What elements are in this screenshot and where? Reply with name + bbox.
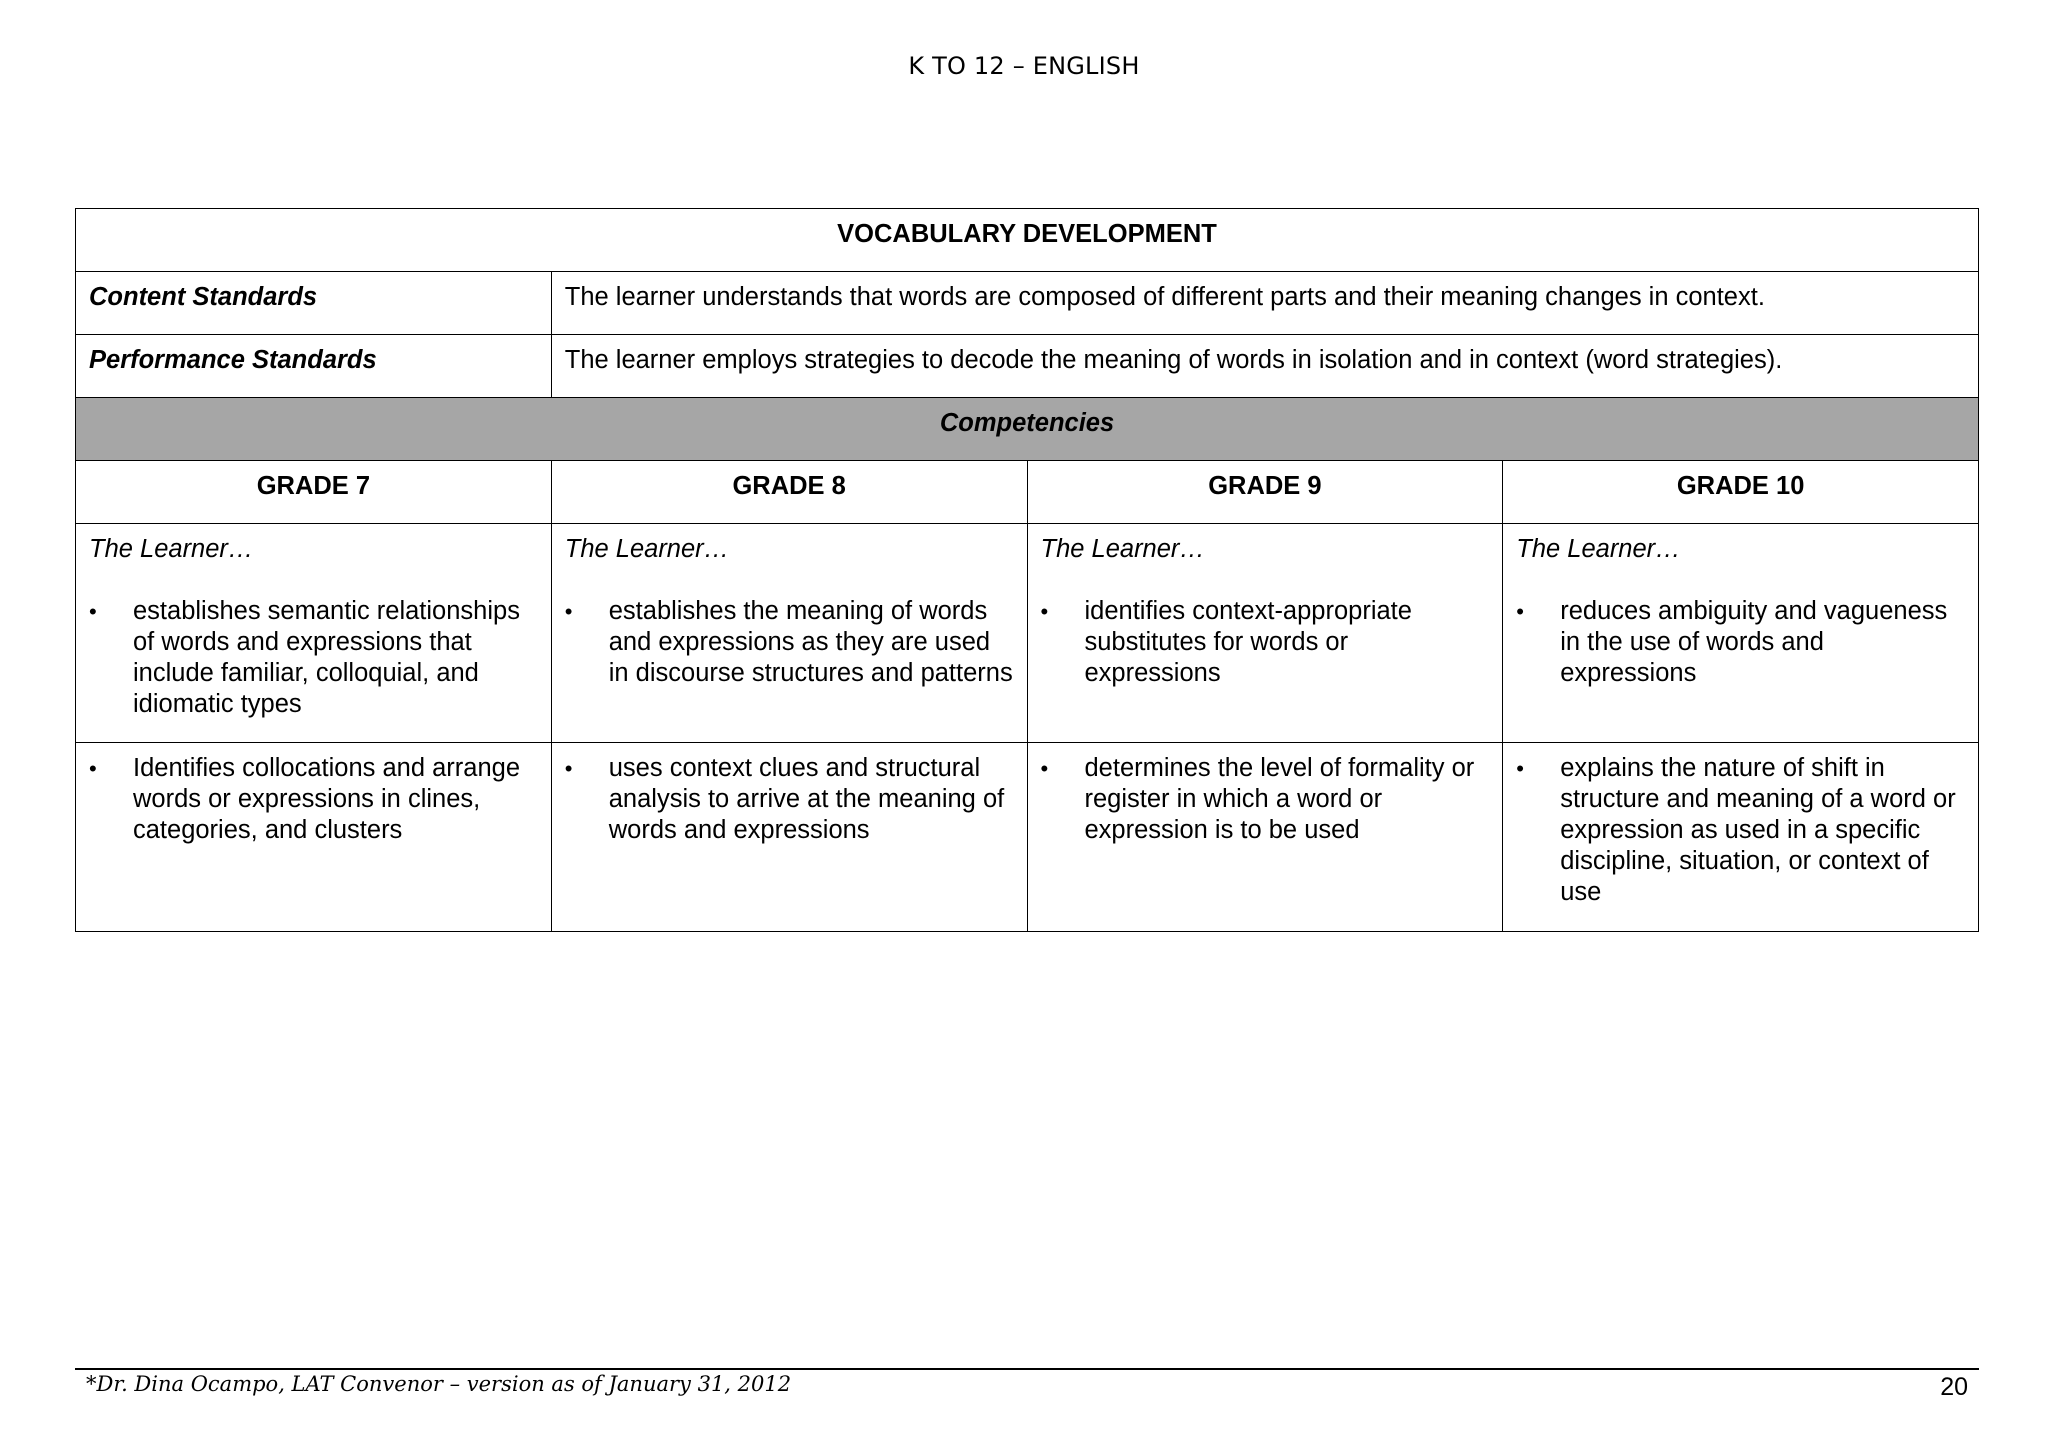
learner-intro: The Learner… <box>1516 535 1681 563</box>
content-standards-label: Content Standards <box>76 272 552 335</box>
grade-10-header: GRADE 10 <box>1503 461 1979 524</box>
competency-text: establishes the meaning of words and expressions as they are used in discourse structures and patterns <box>608 597 1013 687</box>
grade-10-competency-2 <box>1503 743 1979 932</box>
bullet-icon: • <box>1516 756 1524 781</box>
footer-divider <box>75 1368 1979 1370</box>
grade-headers-row <box>76 461 1979 524</box>
competency-text: Identifies collocations and arrange words or expressions in clines, categories, and clusters <box>133 754 520 844</box>
grade-10-competency-1 <box>1503 524 1979 743</box>
bullet-icon: • <box>564 599 573 624</box>
list-item <box>1041 596 1490 689</box>
grade-9-header: GRADE 9 <box>1027 461 1503 524</box>
list-item <box>1516 753 1965 908</box>
performance-standards-text: The learner employs strategies to decode the meaning of words in isolation and in context (word strategies). <box>551 335 1978 398</box>
bullet-icon: • <box>1040 756 1049 781</box>
vocabulary-development-table <box>75 208 1979 932</box>
page-number: 20 <box>1940 1373 1968 1401</box>
grade-9-competency-1 <box>1027 524 1503 743</box>
grade-8-competency-1 <box>551 524 1027 743</box>
bullet-icon: • <box>89 599 97 624</box>
bullet-icon: • <box>564 756 573 781</box>
list-item <box>1516 596 1965 689</box>
content-standards-text: The learner understands that words are composed of different parts and their meaning changes in context. <box>551 272 1978 335</box>
content-standards-row <box>76 272 1979 335</box>
list-item <box>89 753 538 846</box>
learner-intro: The Learner… <box>564 535 730 563</box>
grade-8-competency-2 <box>551 743 1027 932</box>
competency-text: explains the nature of shift in structure and meaning of a word or expression as used in a specific discipline, situation, or context of use <box>1560 754 1956 906</box>
competency-text: determines the level of formality or register in which a word or expression is to be used <box>1084 754 1475 844</box>
grade-7-competency-2 <box>76 743 552 932</box>
competency-text: establishes semantic relationships of words and expressions that include familiar, colloquial, and idiomatic types <box>133 597 520 718</box>
performance-standards-row <box>76 335 1979 398</box>
section-title: VOCABULARY DEVELOPMENT <box>76 209 1979 272</box>
grade-7-header: GRADE 7 <box>76 461 552 524</box>
list-item <box>1041 753 1490 846</box>
bullet-icon: • <box>1040 599 1049 624</box>
section-title-row <box>76 209 1979 272</box>
page-header-title: K TO 12 – ENGLISH <box>908 52 1140 80</box>
list-item <box>89 596 538 720</box>
footer-note: *Dr. Dina Ocampo, LAT Convenor – version as of January 31, 2012 <box>86 1372 792 1396</box>
bullet-icon: • <box>89 756 97 781</box>
list-item <box>565 753 1014 846</box>
grade-7-competency-1 <box>76 524 552 743</box>
competency-text: identifies context-appropriate substitutes for words or expressions <box>1084 597 1412 687</box>
competency-text: reduces ambiguity and vagueness in the use of words and expressions <box>1560 597 1948 687</box>
competencies-row <box>76 398 1979 461</box>
competency-row-2 <box>76 743 1979 932</box>
bullet-icon: • <box>1516 599 1524 624</box>
learner-intro: The Learner… <box>1040 535 1205 563</box>
list-item <box>565 596 1014 689</box>
learner-intro: The Learner… <box>89 535 254 563</box>
competency-row-1 <box>76 524 1979 743</box>
grade-9-competency-2 <box>1027 743 1503 932</box>
competencies-heading: Competencies <box>76 398 1979 461</box>
grade-8-header: GRADE 8 <box>551 461 1027 524</box>
competency-text: uses context clues and structural analysis to arrive at the meaning of words and expressions <box>608 754 1005 844</box>
performance-standards-label: Performance Standards <box>76 335 552 398</box>
